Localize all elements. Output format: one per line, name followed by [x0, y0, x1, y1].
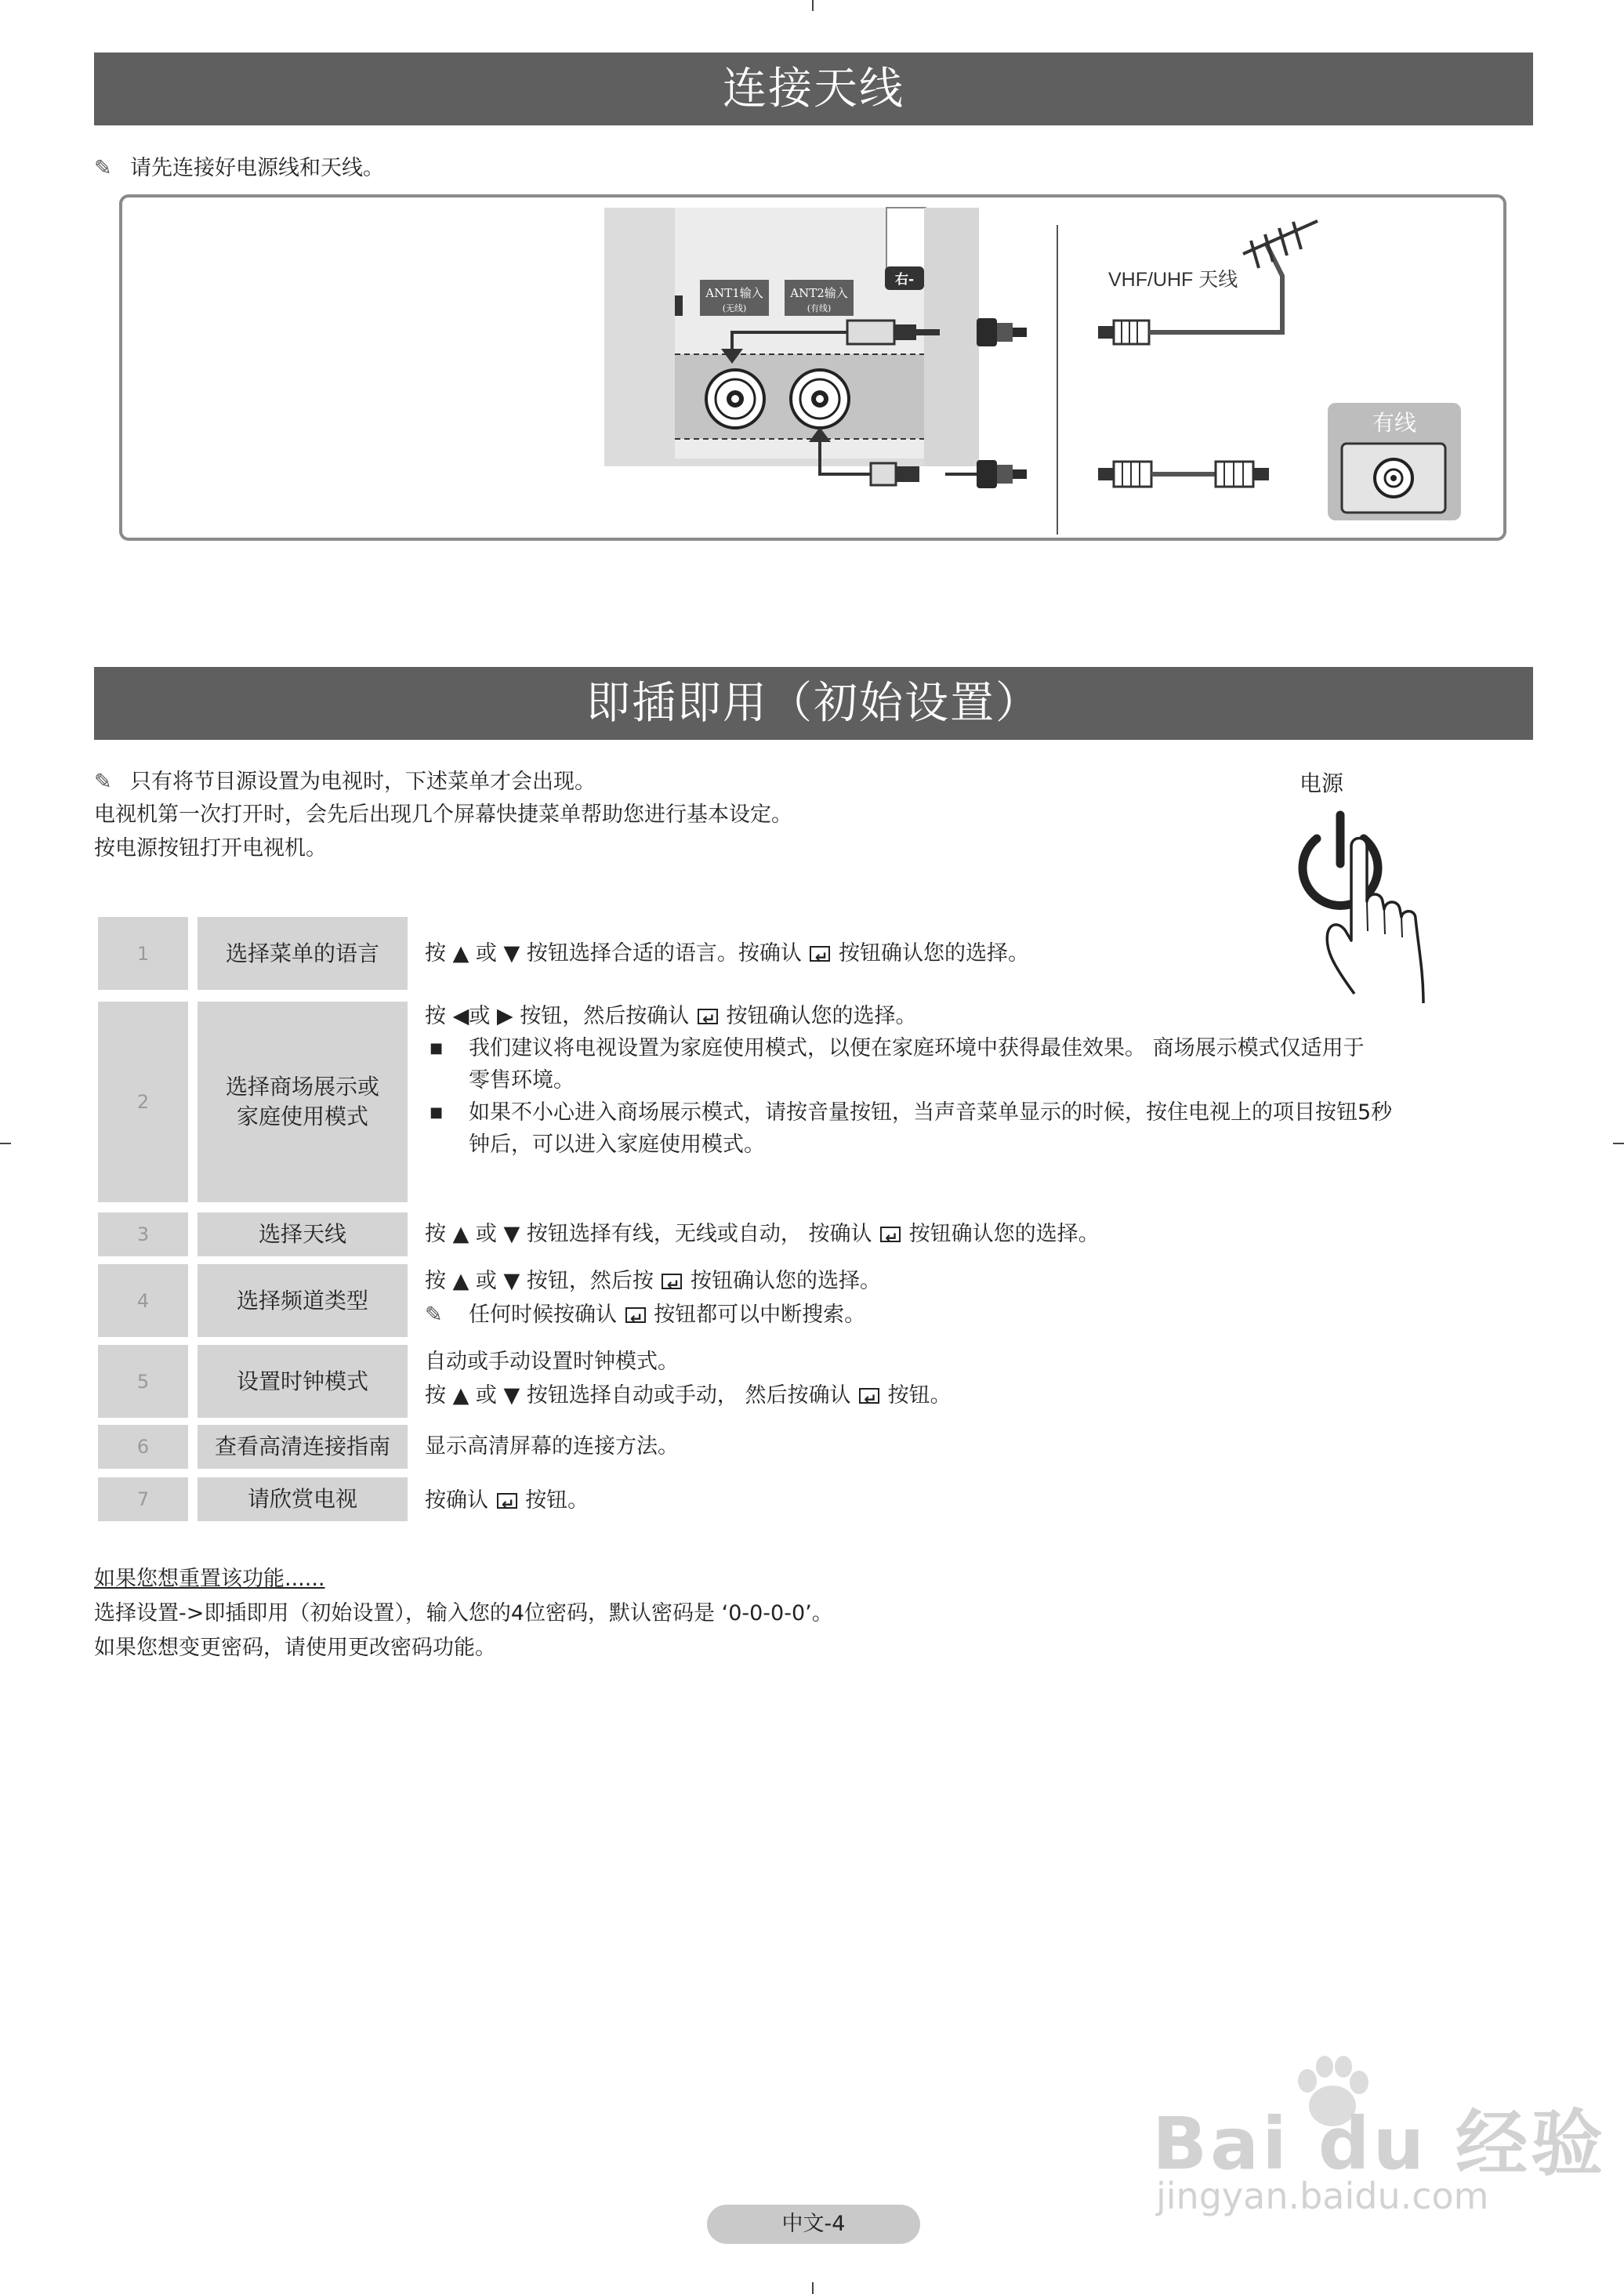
step-row-4 — [94, 1264, 1536, 1337]
ant2-jack — [791, 370, 849, 428]
step2-text-a: 按 ◀或 ▶ 按钮，然后按确认 — [425, 1004, 690, 1028]
step2-text-b: 按钮确认您的选择。 — [726, 1004, 917, 1028]
step3-text-b: 按钮确认您的选择。 — [908, 1222, 1100, 1246]
step-row-3 — [94, 1212, 1536, 1256]
step-row-2 — [94, 1002, 1536, 1202]
reset-line-2: 如果您想变更密码，请使用更改密码功能。 — [94, 1636, 496, 1660]
step-row-6 — [94, 1425, 1536, 1469]
cable-plug-left — [1098, 462, 1151, 487]
section-title-plug-and-play: 即插即用（初始设置） — [94, 667, 1533, 740]
step-number: 2 — [98, 1002, 188, 1202]
ant1-jack — [706, 370, 764, 428]
enter-icon — [625, 1307, 646, 1323]
note-icon: ✎ — [94, 156, 112, 180]
ant2-label: ANT2输入 — [790, 286, 848, 300]
step4-text-a: 按 ▲ 或 ▼ 按钮，然后按 — [425, 1269, 654, 1293]
note-icon: ✎ — [425, 1303, 443, 1327]
step-number: 6 — [98, 1425, 188, 1469]
plug-play-note-text: 只有将节目源设置为电视时，下述菜单才会出现。 — [130, 770, 596, 794]
enter-icon — [859, 1388, 879, 1404]
plug-play-intro-2: 按电源按钮打开电视机。 — [94, 836, 327, 861]
power-label: 电源 — [1300, 770, 1344, 796]
step4-text-b: 按钮确认您的选择。 — [691, 1269, 882, 1293]
ant1-sublabel: (无线) — [722, 303, 747, 313]
step-title: 请欣赏电视 — [198, 1477, 408, 1521]
antenna-plug-left — [1098, 321, 1149, 344]
step-description — [425, 1217, 1538, 1251]
reset-heading: 如果您想重置该功能...... — [94, 1567, 325, 1591]
step-title: 选择频道类型 — [198, 1264, 408, 1337]
step-number: 5 — [98, 1345, 188, 1418]
crop-mark — [1613, 1143, 1624, 1144]
enter-icon — [810, 946, 830, 962]
step-description — [425, 1484, 1538, 1517]
antenna-connection-panel — [119, 194, 1506, 541]
step-row-5 — [94, 1345, 1536, 1418]
bullet-icon: ■ — [430, 1040, 444, 1056]
bullet-icon: ■ — [430, 1104, 444, 1121]
cable-outlet-label: 有线 — [1372, 410, 1417, 436]
plug-play-intro-1: 电视机第一次打开时，会先后出现几个屏幕快捷菜单帮助您进行基本设定。 — [94, 803, 792, 827]
step1-text-a: 按 ▲ 或 ▼ 按钮选择合适的语言。按确认 — [425, 941, 802, 966]
step2-bullet1-line1: 我们建议将电视设置为家庭使用模式，以便在家庭环境中获得最佳效果。 商场展示模式仅适用于 — [469, 1036, 1365, 1060]
page-number: 中文-4 — [707, 2205, 920, 2244]
step-number: 1 — [98, 917, 188, 990]
step5-text-b: 按钮。 — [887, 1383, 952, 1408]
section-title-antenna: 连接天线 — [94, 53, 1533, 125]
step-number: 4 — [98, 1264, 188, 1337]
step4-note-a: 任何时候按确认 — [469, 1303, 617, 1327]
step4-note-b: 按钮都可以中断搜索。 — [654, 1303, 866, 1327]
step3-text-a: 按 ▲ 或 ▼ 按钮选择有线，无线或自动， 按确认 — [425, 1222, 872, 1246]
step-description — [425, 1430, 1538, 1463]
step2-bullet2-line2: 钟后，可以进入家庭使用模式。 — [469, 1133, 765, 1157]
plug-play-note — [94, 766, 596, 798]
enter-icon — [497, 1493, 517, 1509]
antenna-connection-diagram — [122, 198, 1510, 544]
enter-icon — [880, 1227, 901, 1242]
step-title: 选择菜单的语言 — [198, 917, 408, 990]
side-tag: 右- — [894, 272, 915, 288]
step-description — [425, 1345, 1538, 1412]
watermark-brand: Bai du 经验 — [1152, 2102, 1607, 2186]
step5-line1: 自动或手动设置时钟模式。 — [425, 1350, 679, 1374]
step2-bullet2-line1: 如果不小心进入商场展示模式，请按音量按钮，当声音菜单显示的时候，按住电视上的项目按钮5秒 — [469, 1100, 1393, 1125]
enter-icon — [698, 1009, 718, 1024]
ant2-sublabel: (有线) — [807, 303, 832, 313]
antenna-icon — [1243, 221, 1318, 268]
antenna-label: VHF/UHF 天线 — [1108, 269, 1238, 291]
step2-bullet1-line2: 零售环境。 — [469, 1068, 575, 1093]
step-description — [425, 937, 1538, 970]
step-title: 选择商场展示或 家庭使用模式 — [198, 1002, 408, 1202]
step5-text-a: 按 ▲ 或 ▼ 按钮选择自动或手动， 然后按确认 — [425, 1383, 851, 1408]
step-description — [425, 1264, 1538, 1332]
reset-line-1: 选择设置->即插即用（初始设置），输入您的4位密码，默认密码是 ‘0-0-0-0’。 — [94, 1601, 833, 1625]
step-number: 7 — [98, 1477, 188, 1521]
step7-text-b: 按钮。 — [525, 1488, 589, 1513]
step1-text-b: 按钮确认您的选择。 — [839, 941, 1030, 966]
step-row-7 — [94, 1477, 1536, 1521]
ant1-label: ANT1输入 — [705, 286, 763, 300]
crop-mark — [0, 1143, 11, 1144]
antenna-note-text: 请先连接好电源线和天线。 — [130, 156, 384, 180]
step-title: 设置时钟模式 — [198, 1345, 408, 1418]
crop-mark — [812, 2282, 814, 2294]
step-row-1 — [94, 917, 1536, 990]
watermark-url: jingyan.baidu.com — [1156, 2175, 1489, 2217]
step-title: 选择天线 — [198, 1212, 408, 1256]
crop-mark — [812, 0, 814, 11]
cable-plug-right — [1216, 462, 1269, 487]
antenna-note — [94, 153, 384, 184]
step7-text-a: 按确认 — [425, 1488, 488, 1513]
step6-line1: 显示高清屏幕的连接方法。 — [425, 1434, 679, 1459]
step-title: 查看高清连接指南 — [198, 1425, 408, 1469]
step-number: 3 — [98, 1212, 188, 1256]
note-icon: ✎ — [94, 770, 112, 794]
enter-icon — [662, 1274, 682, 1289]
step-description — [425, 1000, 1538, 1161]
